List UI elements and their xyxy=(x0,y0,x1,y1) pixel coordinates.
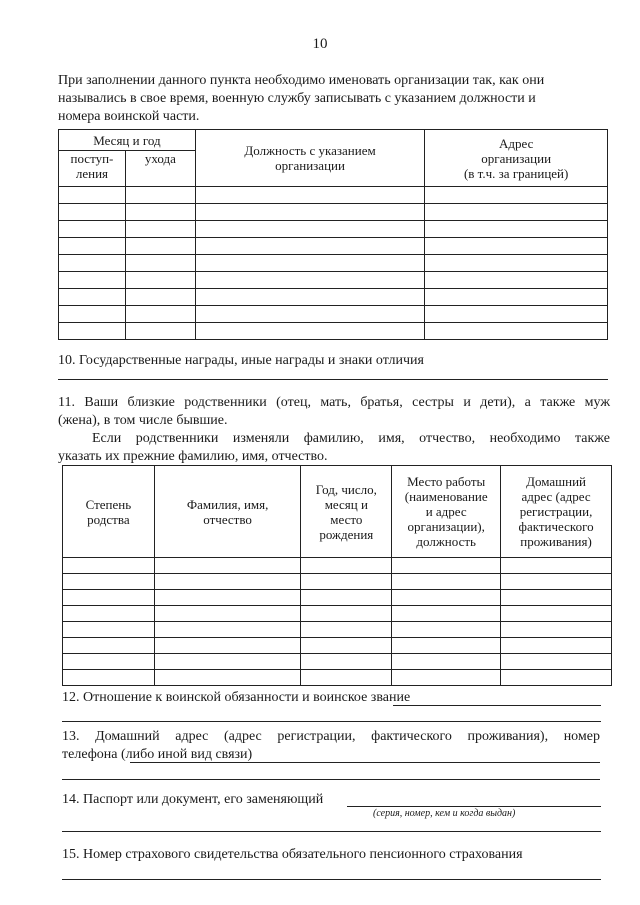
cell[interactable] xyxy=(501,590,612,606)
header-work: Место работы (наименование и адрес организации), должность xyxy=(392,466,501,558)
cell[interactable] xyxy=(195,272,425,289)
cell[interactable] xyxy=(392,670,501,686)
cell[interactable] xyxy=(501,574,612,590)
intro-line-3: номера воинской части. xyxy=(58,109,200,124)
intro-line-2: назывались в свое время, военную службу записывать с указанием должности и xyxy=(58,91,536,106)
cell[interactable] xyxy=(154,622,301,638)
cell[interactable] xyxy=(392,654,501,670)
cell[interactable] xyxy=(154,654,301,670)
table-row xyxy=(59,272,608,289)
cell[interactable] xyxy=(59,255,126,272)
section-12-answer-line-2[interactable] xyxy=(62,721,601,722)
table-row xyxy=(63,590,612,606)
section-13-answer-line-2[interactable] xyxy=(62,779,600,780)
cell[interactable] xyxy=(125,306,195,323)
cell[interactable] xyxy=(59,221,126,238)
cell[interactable] xyxy=(59,272,126,289)
page-number: 10 xyxy=(312,36,328,52)
cell[interactable] xyxy=(195,204,425,221)
cell[interactable] xyxy=(301,622,392,638)
header-degree: Степень родства xyxy=(63,466,155,558)
cell[interactable] xyxy=(501,606,612,622)
section-13-answer-line[interactable] xyxy=(130,762,600,763)
table-row xyxy=(59,306,608,323)
header-home: Домашний адрес (адрес регистрации, фактического проживания) xyxy=(501,466,612,558)
section-10-label: 10. Государственные награды, иные награды и знаки отличия xyxy=(58,353,424,368)
cell[interactable] xyxy=(301,590,392,606)
cell[interactable] xyxy=(59,187,126,204)
cell[interactable] xyxy=(125,238,195,255)
section-12-answer-line[interactable] xyxy=(393,705,601,706)
cell[interactable] xyxy=(59,204,126,221)
cell[interactable] xyxy=(154,574,301,590)
cell[interactable] xyxy=(392,558,501,574)
section-10-answer-line[interactable] xyxy=(58,379,608,380)
cell[interactable] xyxy=(125,323,195,340)
table-row xyxy=(63,606,612,622)
cell[interactable] xyxy=(425,289,608,306)
cell[interactable] xyxy=(301,606,392,622)
cell[interactable] xyxy=(63,622,155,638)
section-14-label: 14. Паспорт или документ, его заменяющий xyxy=(62,792,324,807)
cell[interactable] xyxy=(63,558,155,574)
cell[interactable] xyxy=(501,654,612,670)
cell[interactable] xyxy=(195,187,425,204)
cell[interactable] xyxy=(425,238,608,255)
cell[interactable] xyxy=(301,638,392,654)
cell[interactable] xyxy=(392,638,501,654)
section-11-line-3: Если родственники изменяли фамилию, имя, отчество, необходимо также xyxy=(92,431,610,446)
table-row xyxy=(63,622,612,638)
section-15-answer-line[interactable] xyxy=(62,879,601,880)
cell[interactable] xyxy=(392,606,501,622)
work-history-table xyxy=(58,129,608,340)
cell[interactable] xyxy=(125,289,195,306)
table-row xyxy=(63,654,612,670)
cell[interactable] xyxy=(125,221,195,238)
cell[interactable] xyxy=(125,204,195,221)
table-row xyxy=(59,323,608,340)
cell[interactable] xyxy=(154,638,301,654)
cell[interactable] xyxy=(425,255,608,272)
header-month-year: Месяц и год xyxy=(59,130,196,151)
cell[interactable] xyxy=(301,654,392,670)
cell[interactable] xyxy=(59,306,126,323)
cell[interactable] xyxy=(501,638,612,654)
cell[interactable] xyxy=(425,272,608,289)
cell[interactable] xyxy=(125,187,195,204)
table-row xyxy=(63,558,612,574)
cell[interactable] xyxy=(63,574,155,590)
cell[interactable] xyxy=(425,323,608,340)
table-row xyxy=(63,638,612,654)
cell[interactable] xyxy=(301,670,392,686)
table-row xyxy=(63,670,612,686)
cell[interactable] xyxy=(63,638,155,654)
section-13-line-2: телефона (либо иной вид связи) xyxy=(62,747,253,762)
section-11-line-1: 11. Ваши близкие родственники (отец, мать, братья, сестры и дети), а также муж xyxy=(58,395,610,410)
table-row xyxy=(59,238,608,255)
cell[interactable] xyxy=(501,558,612,574)
cell[interactable] xyxy=(425,187,608,204)
section-13-line-1: 13. Домашний адрес (адрес регистрации, фактического проживания), номер xyxy=(62,729,600,744)
section-11-line-4: указать их прежние фамилию, имя, отчество. xyxy=(58,449,328,464)
cell[interactable] xyxy=(195,289,425,306)
cell[interactable] xyxy=(501,622,612,638)
table-row xyxy=(63,574,612,590)
section-12-label: 12. Отношение к воинской обязанности и воинское звание xyxy=(62,690,411,705)
cell[interactable] xyxy=(154,670,301,686)
section-11-paragraph xyxy=(58,394,610,466)
cell[interactable] xyxy=(63,670,155,686)
cell[interactable] xyxy=(195,323,425,340)
section-14-answer-line[interactable] xyxy=(347,806,601,807)
cell[interactable] xyxy=(301,574,392,590)
section-13-paragraph xyxy=(62,728,600,764)
header-exit: ухода xyxy=(125,151,195,187)
cell[interactable] xyxy=(63,654,155,670)
section-15-label: 15. Номер страхового свидетельства обязательного пенсионного страхования xyxy=(62,847,523,862)
section-14-answer-line-2[interactable] xyxy=(62,831,601,832)
cell[interactable] xyxy=(501,670,612,686)
cell[interactable] xyxy=(195,221,425,238)
header-entry: поступ- ления xyxy=(59,151,126,187)
table-row xyxy=(59,221,608,238)
table-row xyxy=(59,255,608,272)
cell[interactable] xyxy=(392,622,501,638)
cell[interactable] xyxy=(154,606,301,622)
cell[interactable] xyxy=(154,558,301,574)
section-14-hint: (серия, номер, кем и когда выдан) xyxy=(373,808,516,819)
cell[interactable] xyxy=(154,590,301,606)
cell[interactable] xyxy=(195,238,425,255)
relatives-table xyxy=(62,465,612,686)
cell[interactable] xyxy=(63,590,155,606)
cell[interactable] xyxy=(63,606,155,622)
cell[interactable] xyxy=(301,558,392,574)
cell[interactable] xyxy=(392,574,501,590)
cell[interactable] xyxy=(425,204,608,221)
section-11-line-2: (жена), в том числе бывшие. xyxy=(58,413,228,428)
cell[interactable] xyxy=(195,255,425,272)
header-birth: Год, число, месяц и место рождения xyxy=(301,466,392,558)
table-row xyxy=(59,289,608,306)
cell[interactable] xyxy=(392,590,501,606)
cell[interactable] xyxy=(125,272,195,289)
cell[interactable] xyxy=(425,221,608,238)
intro-line-1: При заполнении данного пункта необходимо именовать организации так, как они xyxy=(58,73,545,88)
table-row xyxy=(59,204,608,221)
cell[interactable] xyxy=(59,289,126,306)
cell[interactable] xyxy=(59,238,126,255)
header-name: Фамилия, имя, отчество xyxy=(154,466,301,558)
header-address: Адрес организации (в т.ч. за границей) xyxy=(425,130,608,187)
cell[interactable] xyxy=(59,323,126,340)
cell[interactable] xyxy=(125,255,195,272)
header-position: Должность с указанием организации xyxy=(195,130,425,187)
cell[interactable] xyxy=(425,306,608,323)
table-row xyxy=(59,187,608,204)
cell[interactable] xyxy=(195,306,425,323)
intro-paragraph xyxy=(58,72,618,126)
